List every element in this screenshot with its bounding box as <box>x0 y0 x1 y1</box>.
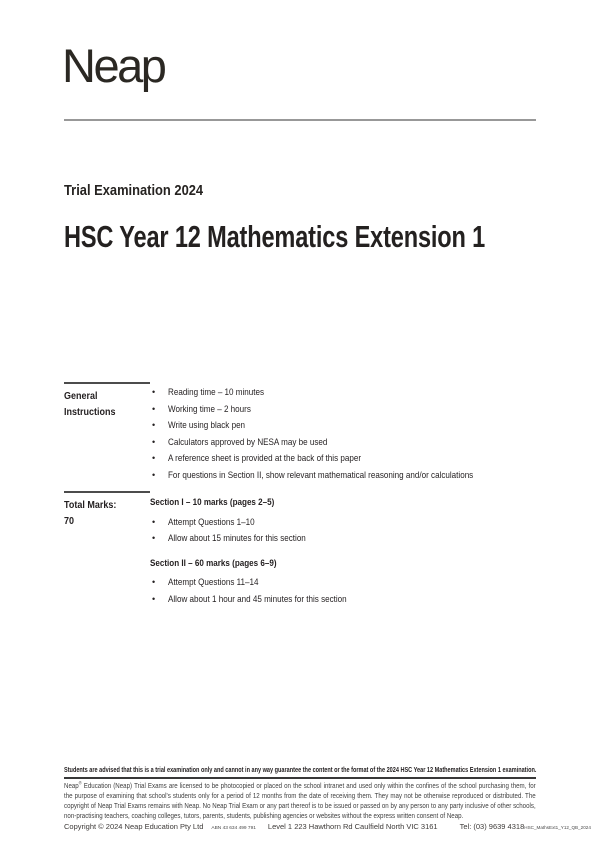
registered-trademark-icon: ® <box>78 780 82 786</box>
instruction-text-inner: For questions in Section II, show relevant mathematical reasoning and/or calculations <box>167 469 473 481</box>
bullet-dot-icon: • <box>152 453 156 464</box>
general-instructions-row <box>64 382 536 491</box>
instruction-text <box>168 532 330 545</box>
bullet-dot-icon: • <box>152 577 156 588</box>
copyright-text: Copyright © 2024 Neap Education Pty Ltd <box>64 822 204 831</box>
total-marks-value <box>64 514 150 530</box>
header-divider <box>64 119 536 121</box>
section-1-heading-text: Section I – 10 marks (pages 2–5) <box>150 497 275 508</box>
instruction-text-inner: Working time – 2 hours <box>167 403 251 415</box>
instructions-table <box>64 382 536 610</box>
general-instructions-list <box>150 382 536 486</box>
copyright-line <box>0 822 600 831</box>
instruction-item <box>150 576 536 593</box>
instruction-item <box>150 516 536 533</box>
general-instructions-content <box>150 382 536 491</box>
instruction-item <box>150 469 536 486</box>
instruction-text-inner: Allow about 15 minutes for this section <box>167 533 306 545</box>
section-1-list <box>150 512 536 549</box>
fineprint-body: Education (Neap) Trial Exams are licensed to be photocopied or placed on the school intranet and used only within the confines of the school purchasing them, for the purpose of examining that school's students only for a period of 12 months from the date of receiving them. They may not be otherwise reproduced or distributed. The copyright of Neap Trial Exams remains with Neap. No Neap Trial Exam or any part thereof is to be issued or passed on by any person to any party inclusive of other schools, non-practising teachers, coaching colleges, tutors, parents, students, publishing agencies or websites without the express written consent of Neap. <box>64 783 536 820</box>
instruction-text-inner: Attempt Questions 1–10 <box>167 516 255 528</box>
instruction-text-inner: Reading time – 10 minutes <box>167 387 264 398</box>
instruction-text <box>168 593 378 606</box>
general-instructions-label-text: General Instructions <box>64 391 116 418</box>
total-marks-row <box>64 491 536 610</box>
instruction-text-inner: Calculators approved by NESA may be used <box>167 436 327 448</box>
instruction-item <box>150 436 536 453</box>
fineprint-brand: Neap <box>64 783 79 790</box>
bullet-dot-icon: • <box>152 436 156 447</box>
total-marks-label <box>64 498 150 514</box>
total-marks-label-col <box>64 491 150 610</box>
marks-sections <box>150 491 536 610</box>
bullet-dot-icon: • <box>152 533 156 544</box>
section-2-heading-text: Section II – 60 marks (pages 6–9) <box>150 557 277 569</box>
instruction-text <box>168 419 259 432</box>
section-2-heading <box>150 556 536 573</box>
section-1-heading <box>150 495 536 512</box>
bullet-dot-icon: • <box>152 403 156 414</box>
general-instructions-label <box>64 382 150 491</box>
total-marks-label-text: Total Marks: <box>64 500 117 511</box>
footer-divider <box>64 777 536 779</box>
instruction-text <box>168 386 281 399</box>
instruction-item <box>150 593 536 610</box>
bullet-dot-icon: • <box>152 387 156 397</box>
instruction-text <box>168 436 355 449</box>
instruction-text-inner: Write using black pen <box>167 420 245 432</box>
instruction-item <box>150 532 536 549</box>
exam-series-label: Trial Examination 2024 <box>64 182 204 199</box>
disclaimer-notice <box>64 764 536 776</box>
instruction-text <box>168 452 395 465</box>
exam-title: HSC Year 12 Mathematics Extension 1 <box>64 219 486 254</box>
total-marks-value-text: 70 <box>64 516 75 527</box>
instruction-item <box>150 403 536 420</box>
bullet-dot-icon: • <box>152 593 156 604</box>
instruction-item <box>150 419 536 436</box>
phone-text: Tel: (03) 9639 4318 <box>459 822 525 831</box>
abn-text: ABN 43 634 499 791 <box>211 826 256 831</box>
document-code: HSC_MathsExt1_Y12_QB_2024 <box>524 825 591 830</box>
section-2-list <box>150 572 536 609</box>
instruction-text-inner: Allow about 1 hour and 45 minutes for this section <box>167 593 347 605</box>
instruction-item <box>150 386 536 403</box>
instruction-text <box>168 469 527 482</box>
address-text: Level 1 223 Hawthorn Rd Caulfield North VIC 3161 <box>267 822 438 831</box>
bullet-dot-icon: • <box>152 469 156 480</box>
license-fineprint <box>64 782 536 822</box>
bullet-dot-icon: • <box>152 420 156 431</box>
instruction-text <box>168 576 275 589</box>
instruction-item <box>150 452 536 469</box>
instruction-text <box>168 403 266 416</box>
instruction-text-inner: Attempt Questions 11–14 <box>167 577 259 589</box>
bullet-dot-icon: • <box>152 516 156 527</box>
disclaimer-notice-text: Students are advised that this is a trial examination only and cannot in any way guarantee the content or the format of the 2024 HSC Year 12 Mathematics Extension 1 examination. <box>64 765 537 774</box>
neap-logo: Neap <box>62 39 165 92</box>
instruction-text <box>168 516 270 529</box>
instruction-text-inner: A reference sheet is provided at the back of this paper <box>167 453 361 465</box>
